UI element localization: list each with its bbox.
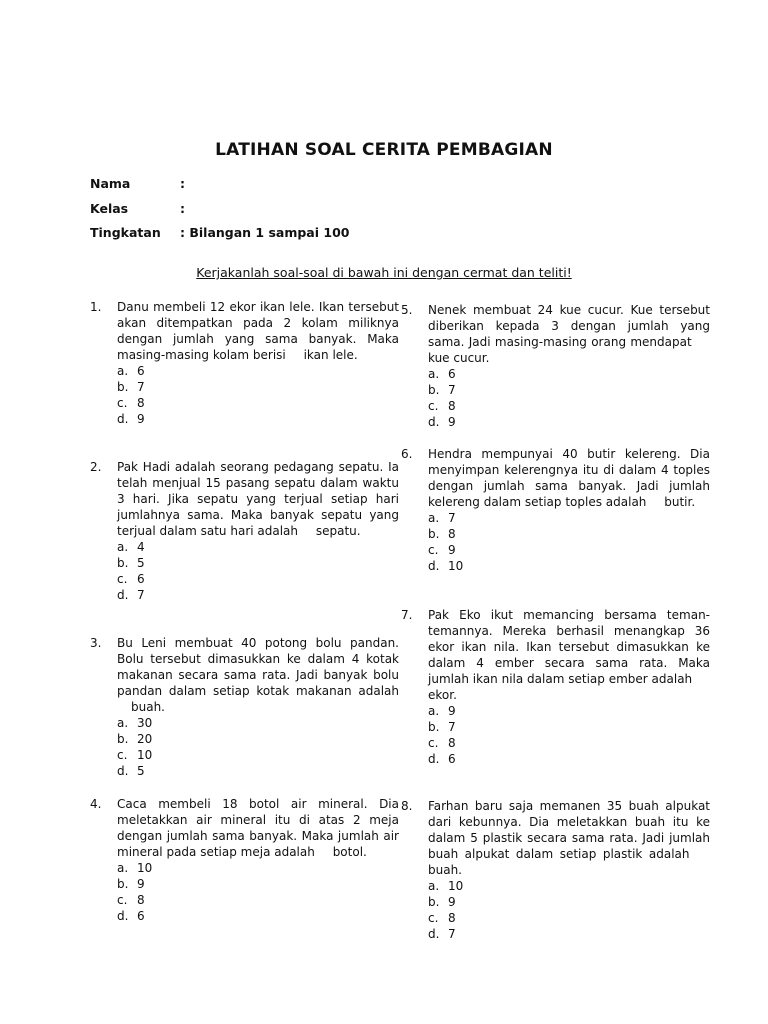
field-label: Nama: [90, 176, 131, 191]
option[interactable]: b. 5: [117, 556, 145, 570]
option[interactable]: c. 6: [117, 572, 145, 586]
question-text: Pak Hadi adalah seorang pedagang sepatu. Ia telah menjual 15 pasang sepatu dalam waktu 3 hari. Jika sepatu yang terjual setiap hari jumlahnya sama. Maka banyak sepatu yang terjual dalam satu hari adalah sepatu.: [117, 460, 399, 538]
field-value: :: [180, 201, 185, 216]
question-number: 7.: [401, 608, 413, 622]
option[interactable]: a. 9: [428, 704, 456, 718]
option[interactable]: a. 7: [428, 511, 456, 525]
option[interactable]: b. 8: [428, 527, 456, 541]
option[interactable]: d. 9: [117, 412, 145, 426]
option[interactable]: c. 8: [117, 396, 145, 410]
options-list: [428, 703, 710, 767]
question-7: [401, 607, 710, 767]
question-number: 4.: [90, 797, 102, 811]
option[interactable]: d. 6: [117, 909, 145, 923]
option[interactable]: a. 30: [117, 716, 153, 730]
option[interactable]: a. 6: [117, 364, 145, 378]
option[interactable]: b. 9: [117, 877, 145, 891]
question-number: 2.: [90, 460, 102, 474]
question-8: [401, 798, 710, 942]
question-text: Hendra mempunyai 40 butir kelereng. Dia menyimpan kelerengnya itu di dalam 4 toples dengan jumlah sama banyak. Jadi jumlah kelereng dalam setiap toples adalah butir.: [428, 447, 710, 509]
question-2: [90, 459, 399, 603]
options-list: [117, 363, 399, 427]
question-text: Nenek membuat 24 kue cucur. Kue tersebut diberikan kepada 3 dengan jumlah yang sama. Jadi masing-masing orang mendapat kue cucur.: [428, 303, 710, 365]
question-6: [401, 446, 710, 574]
field-nama: [90, 176, 185, 191]
question-text: Danu membeli 12 ekor ikan lele. Ikan tersebut akan ditempatkan pada 2 kolam miliknya dengan jumlah yang sama banyak. Maka masing-masing kolam berisi ikan lele.: [117, 300, 399, 362]
option[interactable]: a. 6: [428, 367, 456, 381]
page-title: LATIHAN SOAL CERITA PEMBAGIAN: [215, 140, 553, 160]
option[interactable]: c. 8: [428, 399, 456, 413]
field-tingkatan: [90, 225, 349, 240]
option[interactable]: d. 7: [428, 927, 456, 941]
option[interactable]: d. 5: [117, 764, 145, 778]
instruction: Kerjakanlah soal-soal di bawah ini dengan cermat dan teliti!: [196, 265, 572, 280]
question-text: Farhan baru saja memanen 35 buah alpukat dari kebunnya. Dia meletakkan buah itu ke dalam 5 plastik secara sama rata. Jadi jumlah buah alpukat dalam setiap plastik adalah buah.: [428, 799, 710, 877]
question-3: [90, 635, 399, 779]
question-number: 5.: [401, 303, 413, 317]
option[interactable]: c. 8: [117, 893, 145, 907]
option[interactable]: b. 7: [117, 380, 145, 394]
question-text: Pak Eko ikut memancing bersama teman- temannya. Mereka berhasil menangkap 36 ekor ikan nila. Ikan tersebut dimasukkan ke dalam 4 ember secara sama rata. Maka jumlah ikan nila dalam setiap ember adalah ekor.: [428, 608, 710, 702]
option[interactable]: c. 9: [428, 543, 456, 557]
option[interactable]: c. 8: [428, 736, 456, 750]
option[interactable]: d. 10: [428, 559, 464, 573]
option[interactable]: b. 20: [117, 732, 153, 746]
option[interactable]: c. 8: [428, 911, 456, 925]
field-label: Tingkatan: [90, 225, 161, 240]
options-list: [428, 510, 710, 574]
option[interactable]: b. 7: [428, 720, 456, 734]
question-number: 3.: [90, 636, 102, 650]
question-5: [401, 302, 710, 430]
question-text: Caca membeli 18 botol air mineral. Dia meletakkan air mineral itu di atas 2 meja dengan jumlah sama banyak. Maka jumlah air mineral pada setiap meja adalah botol.: [117, 797, 399, 859]
option[interactable]: a. 10: [428, 879, 464, 893]
options-list: [117, 860, 399, 924]
option[interactable]: c. 10: [117, 748, 153, 762]
options-list: [428, 366, 710, 430]
question-text: Bu Leni membuat 40 potong bolu pandan. Bolu tersebut dimasukkan ke dalam 4 kotak makanan secara sama rata. Jadi banyak bolu pandan dalam setiap kotak makanan adalah buah.: [117, 636, 399, 714]
field-value: : Bilangan 1 sampai 100: [180, 225, 350, 240]
field-kelas: [90, 201, 185, 216]
option[interactable]: b. 7: [428, 383, 456, 397]
field-value: :: [180, 176, 185, 191]
option[interactable]: d. 7: [117, 588, 145, 602]
option[interactable]: a. 10: [117, 861, 153, 875]
question-number: 1.: [90, 300, 102, 314]
question-number: 6.: [401, 447, 413, 461]
question-1: [90, 299, 399, 427]
options-list: [117, 715, 399, 779]
options-list: [428, 878, 710, 942]
option[interactable]: b. 9: [428, 895, 456, 909]
options-list: [117, 539, 399, 603]
question-4: [90, 796, 399, 924]
option[interactable]: d. 9: [428, 415, 456, 429]
field-label: Kelas: [90, 201, 129, 216]
question-number: 8.: [401, 799, 413, 813]
option[interactable]: a. 4: [117, 540, 145, 554]
option[interactable]: d. 6: [428, 752, 456, 766]
